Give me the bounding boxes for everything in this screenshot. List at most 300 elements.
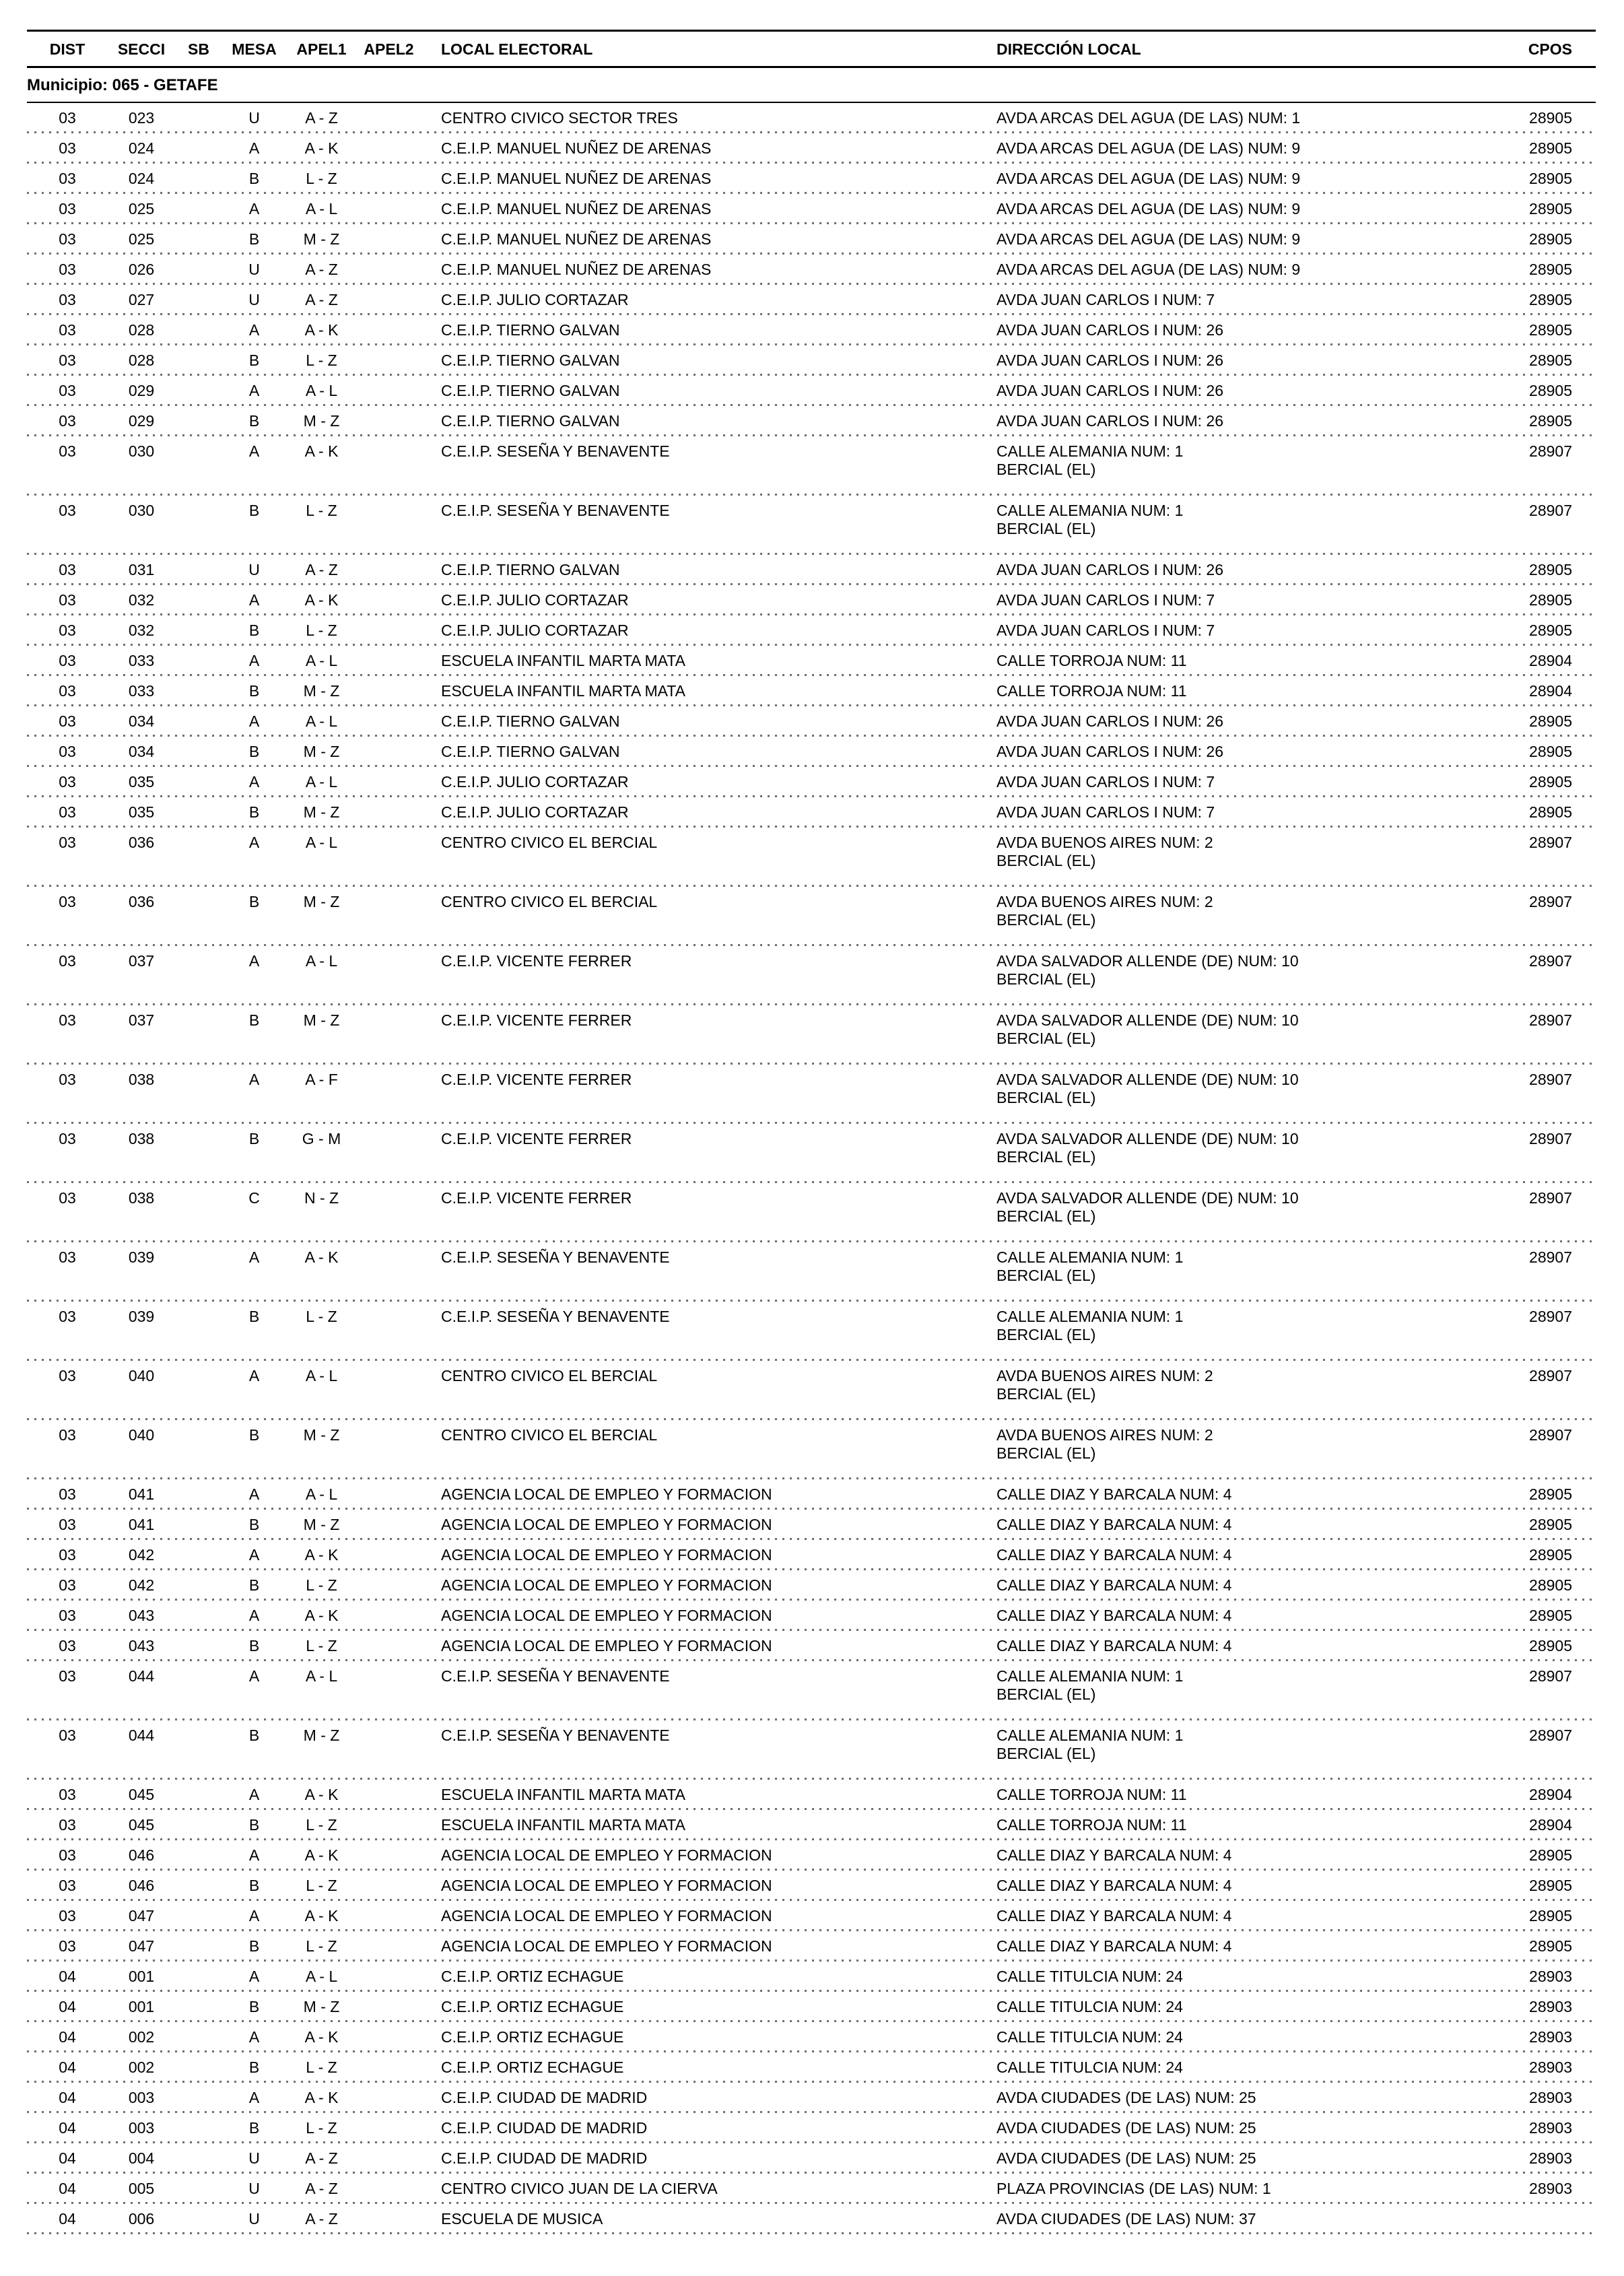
cell-mesa: B bbox=[248, 682, 260, 700]
cell-secci: 035 bbox=[128, 803, 155, 821]
cell-secci: 002 bbox=[128, 2059, 155, 2076]
cell-direccion bbox=[996, 291, 1495, 309]
cell-mesa: U bbox=[248, 261, 260, 278]
address-line: AVDA JUAN CARLOS I NUM: 7 bbox=[996, 291, 1215, 308]
cell-apel1: L - Z bbox=[306, 352, 337, 369]
cell-mesa: B bbox=[248, 412, 260, 430]
cell-apel1: M - Z bbox=[303, 1998, 340, 2015]
cell-mesa: A bbox=[248, 1367, 260, 1384]
cell-direccion bbox=[996, 2180, 1495, 2198]
cell-mesa: A bbox=[248, 442, 260, 460]
cell-direccion bbox=[996, 1786, 1495, 1804]
cell-apel1: L - Z bbox=[306, 502, 337, 519]
cell-direccion bbox=[996, 1846, 1495, 1865]
address-line: BERCIAL (EL) bbox=[996, 1326, 1096, 1343]
cell-direccion bbox=[996, 1937, 1495, 1955]
address-line: BERCIAL (EL) bbox=[996, 911, 1096, 929]
cell-secci: 034 bbox=[128, 743, 155, 760]
cell-secci: 025 bbox=[128, 230, 155, 248]
cell-dist: 03 bbox=[59, 1846, 76, 1864]
cell-apel1: L - Z bbox=[306, 1576, 337, 1594]
cell-local: C.E.I.P. ORTIZ ECHAGUE bbox=[441, 1998, 624, 2015]
cell-secci: 043 bbox=[128, 1607, 155, 1624]
cell-cpos: 28905 bbox=[1529, 591, 1572, 609]
cell-dist: 04 bbox=[59, 2210, 76, 2228]
cell-mesa: A bbox=[248, 139, 260, 157]
address-line: CALLE TORROJA NUM: 11 bbox=[996, 1786, 1187, 1803]
cell-direccion bbox=[996, 2028, 1495, 2046]
address-line: CALLE DIAZ Y BARCALA NUM: 4 bbox=[996, 1516, 1232, 1533]
table-row bbox=[27, 2083, 1596, 2113]
table-row bbox=[27, 1302, 1596, 1361]
address-line: CALLE DIAZ Y BARCALA NUM: 4 bbox=[996, 1607, 1232, 1624]
cell-direccion bbox=[996, 321, 1495, 339]
cell-local: CENTRO CIVICO EL BERCIAL bbox=[441, 893, 658, 910]
table-row bbox=[27, 2143, 1596, 2174]
cell-cpos: 28907 bbox=[1529, 502, 1572, 519]
cell-direccion bbox=[996, 352, 1495, 370]
cell-secci: 003 bbox=[128, 2089, 155, 2106]
cell-local: C.E.I.P. TIERNO GALVAN bbox=[441, 712, 620, 730]
cell-local: C.E.I.P. MANUEL NUÑEZ DE ARENAS bbox=[441, 200, 712, 217]
table-row bbox=[27, 255, 1596, 285]
cell-secci: 025 bbox=[128, 200, 155, 217]
cell-direccion bbox=[996, 1667, 1495, 1714]
cell-direccion bbox=[996, 2149, 1495, 2168]
address-line: AVDA BUENOS AIRES NUM: 2 bbox=[996, 834, 1213, 851]
cell-local: CENTRO CIVICO EL BERCIAL bbox=[441, 1426, 658, 1444]
cell-cpos: 28907 bbox=[1529, 1426, 1572, 1444]
cell-cpos: 28903 bbox=[1529, 1968, 1572, 1985]
cell-dist: 03 bbox=[59, 200, 76, 217]
cell-apel1: A - Z bbox=[305, 561, 338, 578]
cell-direccion bbox=[996, 1367, 1495, 1414]
table-row bbox=[27, 1840, 1596, 1871]
cell-direccion bbox=[996, 2210, 1495, 2228]
cell-secci: 030 bbox=[128, 442, 155, 460]
cell-direccion bbox=[996, 743, 1495, 761]
address-line: AVDA SALVADOR ALLENDE (DE) NUM: 10 bbox=[996, 1011, 1299, 1029]
cell-cpos: 28905 bbox=[1529, 170, 1572, 187]
address-line: CALLE DIAZ Y BARCALA NUM: 4 bbox=[996, 1485, 1232, 1503]
cell-apel1: A - K bbox=[304, 2089, 339, 2106]
cell-mesa: A bbox=[248, 1968, 260, 1985]
address-line: AVDA JUAN CARLOS I NUM: 7 bbox=[996, 803, 1215, 821]
cell-cpos: 28905 bbox=[1529, 1546, 1572, 1564]
address-line: BERCIAL (EL) bbox=[996, 1267, 1096, 1284]
cell-direccion bbox=[996, 652, 1495, 670]
cell-secci: 001 bbox=[128, 1998, 155, 2015]
cell-direccion bbox=[996, 1968, 1495, 1986]
cell-apel1: G - M bbox=[302, 1130, 341, 1147]
cell-secci: 033 bbox=[128, 682, 155, 700]
cell-apel1: A - Z bbox=[305, 2149, 338, 2167]
address-line: AVDA JUAN CARLOS I NUM: 7 bbox=[996, 773, 1215, 791]
address-line: CALLE DIAZ Y BARCALA NUM: 4 bbox=[996, 1877, 1232, 1894]
cell-cpos: 28907 bbox=[1529, 1071, 1572, 1088]
table-row bbox=[27, 285, 1596, 315]
cell-direccion bbox=[996, 1516, 1495, 1534]
address-line: AVDA ARCAS DEL AGUA (DE LAS) NUM: 9 bbox=[996, 200, 1301, 217]
table-row bbox=[27, 615, 1596, 646]
cell-dist: 03 bbox=[59, 1607, 76, 1624]
cell-cpos: 28903 bbox=[1529, 2059, 1572, 2076]
cell-secci: 036 bbox=[128, 893, 155, 910]
cell-local: AGENCIA LOCAL DE EMPLEO Y FORMACION bbox=[441, 1846, 772, 1864]
table-row bbox=[27, 2204, 1596, 2234]
address-line: CALLE TORROJA NUM: 11 bbox=[996, 652, 1187, 669]
cell-apel1: L - Z bbox=[306, 2059, 337, 2076]
cell-apel1: A - L bbox=[305, 1667, 338, 1685]
cell-cpos: 28905 bbox=[1529, 622, 1572, 639]
address-line: AVDA ARCAS DEL AGUA (DE LAS) NUM: 9 bbox=[996, 261, 1301, 278]
cell-apel1: A - Z bbox=[305, 109, 338, 127]
cell-apel1: A - L bbox=[305, 712, 338, 730]
cell-cpos: 28907 bbox=[1529, 1189, 1572, 1207]
cell-dist: 04 bbox=[59, 2028, 76, 2046]
cell-local: C.E.I.P. VICENTE FERRER bbox=[441, 1071, 632, 1088]
cell-direccion bbox=[996, 834, 1495, 881]
cell-cpos: 28905 bbox=[1529, 773, 1572, 791]
table-row bbox=[27, 315, 1596, 345]
cell-secci: 005 bbox=[128, 2180, 155, 2197]
cell-cpos: 28905 bbox=[1529, 1637, 1572, 1654]
cell-secci: 043 bbox=[128, 1637, 155, 1654]
cell-secci: 032 bbox=[128, 591, 155, 609]
cell-dist: 03 bbox=[59, 1816, 76, 1834]
address-line: AVDA ARCAS DEL AGUA (DE LAS) NUM: 9 bbox=[996, 139, 1301, 157]
table-row bbox=[27, 1601, 1596, 1631]
address-line: CALLE TITULCIA NUM: 24 bbox=[996, 1998, 1183, 2015]
table-row bbox=[27, 706, 1596, 737]
cell-dist: 04 bbox=[59, 2059, 76, 2076]
cell-local: C.E.I.P. VICENTE FERRER bbox=[441, 1011, 632, 1029]
cell-direccion bbox=[996, 261, 1495, 279]
cell-secci: 026 bbox=[128, 261, 155, 278]
cell-cpos: 28904 bbox=[1529, 1786, 1572, 1803]
table-header bbox=[27, 32, 1596, 68]
cell-local: ESCUELA INFANTIL MARTA MATA bbox=[441, 1786, 685, 1803]
address-line: AVDA JUAN CARLOS I NUM: 26 bbox=[996, 561, 1223, 578]
address-line: BERCIAL (EL) bbox=[996, 1745, 1096, 1762]
cell-apel1: A - L bbox=[305, 1968, 338, 1985]
cell-local: C.E.I.P. MANUEL NUÑEZ DE ARENAS bbox=[441, 230, 712, 248]
cell-dist: 03 bbox=[59, 561, 76, 578]
cell-dist: 03 bbox=[59, 412, 76, 430]
cell-direccion bbox=[996, 1576, 1495, 1595]
table-row bbox=[27, 1570, 1596, 1601]
cell-mesa: B bbox=[248, 502, 260, 519]
table-row bbox=[27, 1992, 1596, 2022]
cell-dist: 03 bbox=[59, 1786, 76, 1803]
cell-cpos: 28905 bbox=[1529, 382, 1572, 399]
cell-dist: 03 bbox=[59, 502, 76, 519]
address-line: AVDA BUENOS AIRES NUM: 2 bbox=[996, 1426, 1213, 1444]
cell-cpos: 28903 bbox=[1529, 2119, 1572, 2137]
address-line: AVDA CIUDADES (DE LAS) NUM: 25 bbox=[996, 2089, 1256, 2106]
cell-apel1: L - Z bbox=[306, 622, 337, 639]
cell-cpos: 28907 bbox=[1529, 1727, 1572, 1744]
cell-secci: 023 bbox=[128, 109, 155, 127]
cell-dist: 04 bbox=[59, 2149, 76, 2167]
cell-secci: 027 bbox=[128, 291, 155, 308]
cell-mesa: B bbox=[248, 1308, 260, 1325]
cell-local: ESCUELA DE MUSICA bbox=[441, 2210, 603, 2228]
address-line: BERCIAL (EL) bbox=[996, 1030, 1096, 1047]
cell-dist: 03 bbox=[59, 442, 76, 460]
address-line: CALLE TITULCIA NUM: 24 bbox=[996, 2059, 1183, 2076]
cell-local: C.E.I.P. JULIO CORTAZAR bbox=[441, 622, 629, 639]
cell-apel1: A - L bbox=[305, 652, 338, 669]
cell-apel1: A - Z bbox=[305, 291, 338, 308]
address-line: AVDA JUAN CARLOS I NUM: 26 bbox=[996, 321, 1223, 339]
cell-secci: 041 bbox=[128, 1516, 155, 1533]
cell-dist: 03 bbox=[59, 1189, 76, 1207]
cell-mesa: A bbox=[248, 1786, 260, 1803]
cell-direccion bbox=[996, 1877, 1495, 1895]
address-line: CALLE DIAZ Y BARCALA NUM: 4 bbox=[996, 1637, 1232, 1654]
cell-direccion bbox=[996, 1637, 1495, 1655]
cell-cpos: 28903 bbox=[1529, 2028, 1572, 2046]
cell-local: C.E.I.P. ORTIZ ECHAGUE bbox=[441, 2028, 624, 2046]
cell-apel1: A - L bbox=[305, 834, 338, 851]
cell-direccion bbox=[996, 109, 1495, 127]
cell-direccion bbox=[996, 442, 1495, 490]
table-row bbox=[27, 345, 1596, 376]
cell-cpos: 28905 bbox=[1529, 230, 1572, 248]
cell-direccion bbox=[996, 502, 1495, 549]
address-line: AVDA JUAN CARLOS I NUM: 26 bbox=[996, 412, 1223, 430]
cell-apel1: A - K bbox=[304, 321, 339, 339]
cell-dist: 03 bbox=[59, 1130, 76, 1147]
table-row bbox=[27, 1901, 1596, 1931]
cell-cpos: 28907 bbox=[1529, 952, 1572, 970]
cell-cpos: 28903 bbox=[1529, 2180, 1572, 2197]
cell-cpos: 28905 bbox=[1529, 1607, 1572, 1624]
cell-apel1: M - Z bbox=[303, 893, 340, 910]
cell-apel1: L - Z bbox=[306, 1937, 337, 1955]
cell-direccion bbox=[996, 803, 1495, 822]
cell-apel1: M - Z bbox=[303, 803, 340, 821]
cell-cpos: 28907 bbox=[1529, 1248, 1572, 1266]
table-row bbox=[27, 1124, 1596, 1183]
cell-local: C.E.I.P. SESEÑA Y BENAVENTE bbox=[441, 1248, 670, 1266]
cell-direccion bbox=[996, 1816, 1495, 1834]
cell-secci: 044 bbox=[128, 1667, 155, 1685]
cell-apel1: A - Z bbox=[305, 261, 338, 278]
cell-secci: 029 bbox=[128, 412, 155, 430]
cell-dist: 03 bbox=[59, 1071, 76, 1088]
cell-secci: 031 bbox=[128, 561, 155, 578]
cell-cpos: 28905 bbox=[1529, 1877, 1572, 1894]
cell-direccion bbox=[996, 773, 1495, 791]
address-line: AVDA ARCAS DEL AGUA (DE LAS) NUM: 1 bbox=[996, 109, 1301, 127]
cell-mesa: B bbox=[248, 1998, 260, 2015]
cell-mesa: B bbox=[248, 1637, 260, 1654]
column-header-sb: SB bbox=[188, 40, 209, 58]
cell-direccion bbox=[996, 412, 1495, 430]
table-row bbox=[27, 1661, 1596, 1720]
table-row bbox=[27, 133, 1596, 164]
cell-direccion bbox=[996, 893, 1495, 940]
address-line: AVDA CIUDADES (DE LAS) NUM: 25 bbox=[996, 2149, 1256, 2167]
cell-mesa: A bbox=[248, 2089, 260, 2106]
address-line: BERCIAL (EL) bbox=[996, 520, 1096, 537]
cell-mesa: U bbox=[248, 2149, 260, 2167]
table-row bbox=[27, 496, 1596, 555]
cell-apel1: A - K bbox=[304, 591, 339, 609]
cell-dist: 04 bbox=[59, 1998, 76, 2015]
cell-dist: 03 bbox=[59, 834, 76, 851]
cell-mesa: A bbox=[248, 952, 260, 970]
table-row bbox=[27, 1361, 1596, 1420]
cell-mesa: B bbox=[248, 1516, 260, 1533]
cell-local: C.E.I.P. TIERNO GALVAN bbox=[441, 382, 620, 399]
table-row bbox=[27, 1631, 1596, 1661]
cell-secci: 046 bbox=[128, 1846, 155, 1864]
table-row bbox=[27, 1065, 1596, 1124]
cell-direccion bbox=[996, 1071, 1495, 1118]
cell-local: C.E.I.P. CIUDAD DE MADRID bbox=[441, 2119, 648, 2137]
cell-local: C.E.I.P. CIUDAD DE MADRID bbox=[441, 2089, 648, 2106]
cell-apel1: A - K bbox=[304, 1786, 339, 1803]
cell-secci: 029 bbox=[128, 382, 155, 399]
cell-secci: 039 bbox=[128, 1248, 155, 1266]
table-row bbox=[27, 2022, 1596, 2052]
cell-direccion bbox=[996, 561, 1495, 579]
cell-dist: 03 bbox=[59, 1937, 76, 1955]
cell-local: C.E.I.P. SESEÑA Y BENAVENTE bbox=[441, 1727, 670, 1744]
cell-local: CENTRO CIVICO EL BERCIAL bbox=[441, 834, 658, 851]
cell-mesa: A bbox=[248, 591, 260, 609]
cell-apel1: A - L bbox=[305, 952, 338, 970]
address-line: BERCIAL (EL) bbox=[996, 1148, 1096, 1166]
cell-mesa: B bbox=[248, 1816, 260, 1834]
cell-mesa: B bbox=[248, 230, 260, 248]
cell-local: C.E.I.P. TIERNO GALVAN bbox=[441, 561, 620, 578]
cell-secci: 040 bbox=[128, 1367, 155, 1384]
cell-mesa: A bbox=[248, 1485, 260, 1503]
cell-apel1: A - K bbox=[304, 1607, 339, 1624]
cell-apel1: N - Z bbox=[304, 1189, 339, 1207]
cell-dist: 03 bbox=[59, 773, 76, 791]
cell-direccion bbox=[996, 682, 1495, 700]
cell-dist: 03 bbox=[59, 803, 76, 821]
cell-mesa: U bbox=[248, 2210, 260, 2228]
cell-secci: 038 bbox=[128, 1130, 155, 1147]
cell-direccion bbox=[996, 230, 1495, 248]
cell-local: C.E.I.P. MANUEL NUÑEZ DE ARENAS bbox=[441, 261, 712, 278]
address-line: AVDA ARCAS DEL AGUA (DE LAS) NUM: 9 bbox=[996, 230, 1301, 248]
cell-cpos: 28905 bbox=[1529, 1576, 1572, 1594]
cell-mesa: A bbox=[248, 834, 260, 851]
municipio-label: Municipio: bbox=[27, 76, 108, 94]
cell-local: C.E.I.P. SESEÑA Y BENAVENTE bbox=[441, 502, 670, 519]
cell-dist: 03 bbox=[59, 591, 76, 609]
cell-mesa: U bbox=[248, 291, 260, 308]
cell-secci: 034 bbox=[128, 712, 155, 730]
cell-dist: 03 bbox=[59, 261, 76, 278]
cell-local: AGENCIA LOCAL DE EMPLEO Y FORMACION bbox=[441, 1937, 772, 1955]
cell-secci: 036 bbox=[128, 834, 155, 851]
cell-secci: 024 bbox=[128, 139, 155, 157]
cell-local: CENTRO CIVICO EL BERCIAL bbox=[441, 1367, 658, 1384]
address-line: CALLE DIAZ Y BARCALA NUM: 4 bbox=[996, 1576, 1232, 1594]
cell-apel1: A - K bbox=[304, 1846, 339, 1864]
address-line: AVDA SALVADOR ALLENDE (DE) NUM: 10 bbox=[996, 952, 1299, 970]
cell-local: C.E.I.P. MANUEL NUÑEZ DE ARENAS bbox=[441, 170, 712, 187]
cell-dist: 03 bbox=[59, 622, 76, 639]
table-row bbox=[27, 1540, 1596, 1570]
cell-local: ESCUELA INFANTIL MARTA MATA bbox=[441, 652, 685, 669]
cell-local: AGENCIA LOCAL DE EMPLEO Y FORMACION bbox=[441, 1637, 772, 1654]
cell-local: C.E.I.P. TIERNO GALVAN bbox=[441, 352, 620, 369]
cell-local: C.E.I.P. JULIO CORTAZAR bbox=[441, 591, 629, 609]
address-line: AVDA JUAN CARLOS I NUM: 7 bbox=[996, 591, 1215, 609]
address-line: AVDA SALVADOR ALLENDE (DE) NUM: 10 bbox=[996, 1130, 1299, 1147]
cell-mesa: U bbox=[248, 109, 260, 127]
cell-mesa: A bbox=[248, 1546, 260, 1564]
cell-cpos: 28907 bbox=[1529, 442, 1572, 460]
cell-cpos: 28903 bbox=[1529, 2089, 1572, 2106]
cell-mesa: U bbox=[248, 2180, 260, 2197]
cell-mesa: B bbox=[248, 1011, 260, 1029]
cell-direccion bbox=[996, 952, 1495, 999]
cell-direccion bbox=[996, 712, 1495, 731]
cell-secci: 003 bbox=[128, 2119, 155, 2137]
municipio-heading bbox=[27, 68, 1596, 103]
cell-cpos: 28907 bbox=[1529, 1308, 1572, 1325]
address-line: CALLE DIAZ Y BARCALA NUM: 4 bbox=[996, 1846, 1232, 1864]
address-line: AVDA SALVADOR ALLENDE (DE) NUM: 10 bbox=[996, 1189, 1299, 1207]
address-line: BERCIAL (EL) bbox=[996, 461, 1096, 478]
cell-local: C.E.I.P. TIERNO GALVAN bbox=[441, 412, 620, 430]
cell-direccion bbox=[996, 1485, 1495, 1504]
cell-secci: 040 bbox=[128, 1426, 155, 1444]
table-row bbox=[27, 1931, 1596, 1962]
cell-direccion bbox=[996, 2119, 1495, 2137]
cell-local: C.E.I.P. SESEÑA Y BENAVENTE bbox=[441, 442, 670, 460]
cell-cpos: 28905 bbox=[1529, 1937, 1572, 1955]
cell-apel1: M - Z bbox=[303, 1516, 340, 1533]
cell-local: C.E.I.P. JULIO CORTAZAR bbox=[441, 291, 629, 308]
cell-direccion bbox=[996, 1998, 1495, 2016]
address-line: CALLE ALEMANIA NUM: 1 bbox=[996, 1248, 1184, 1266]
cell-dist: 04 bbox=[59, 2119, 76, 2137]
cell-direccion bbox=[996, 1308, 1495, 1355]
table-row bbox=[27, 1780, 1596, 1810]
cell-mesa: A bbox=[248, 773, 260, 791]
cell-dist: 03 bbox=[59, 382, 76, 399]
cell-dist: 03 bbox=[59, 1308, 76, 1325]
table-row bbox=[27, 103, 1596, 133]
cell-secci: 038 bbox=[128, 1071, 155, 1088]
column-header-mesa: MESA bbox=[232, 40, 277, 58]
cell-cpos: 28903 bbox=[1529, 1998, 1572, 2015]
cell-cpos: 28907 bbox=[1529, 1011, 1572, 1029]
cell-local: C.E.I.P. TIERNO GALVAN bbox=[441, 743, 620, 760]
cell-cpos: 28905 bbox=[1529, 803, 1572, 821]
cell-direccion bbox=[996, 2059, 1495, 2077]
cell-dist: 03 bbox=[59, 230, 76, 248]
cell-local: ESCUELA INFANTIL MARTA MATA bbox=[441, 682, 685, 700]
cell-dist: 03 bbox=[59, 1727, 76, 1744]
cell-cpos: 28907 bbox=[1529, 1130, 1572, 1147]
cell-apel1: L - Z bbox=[306, 1637, 337, 1654]
cell-cpos: 28905 bbox=[1529, 1485, 1572, 1503]
cell-apel1: A - L bbox=[305, 1485, 338, 1503]
address-line: AVDA CIUDADES (DE LAS) NUM: 25 bbox=[996, 2119, 1256, 2137]
